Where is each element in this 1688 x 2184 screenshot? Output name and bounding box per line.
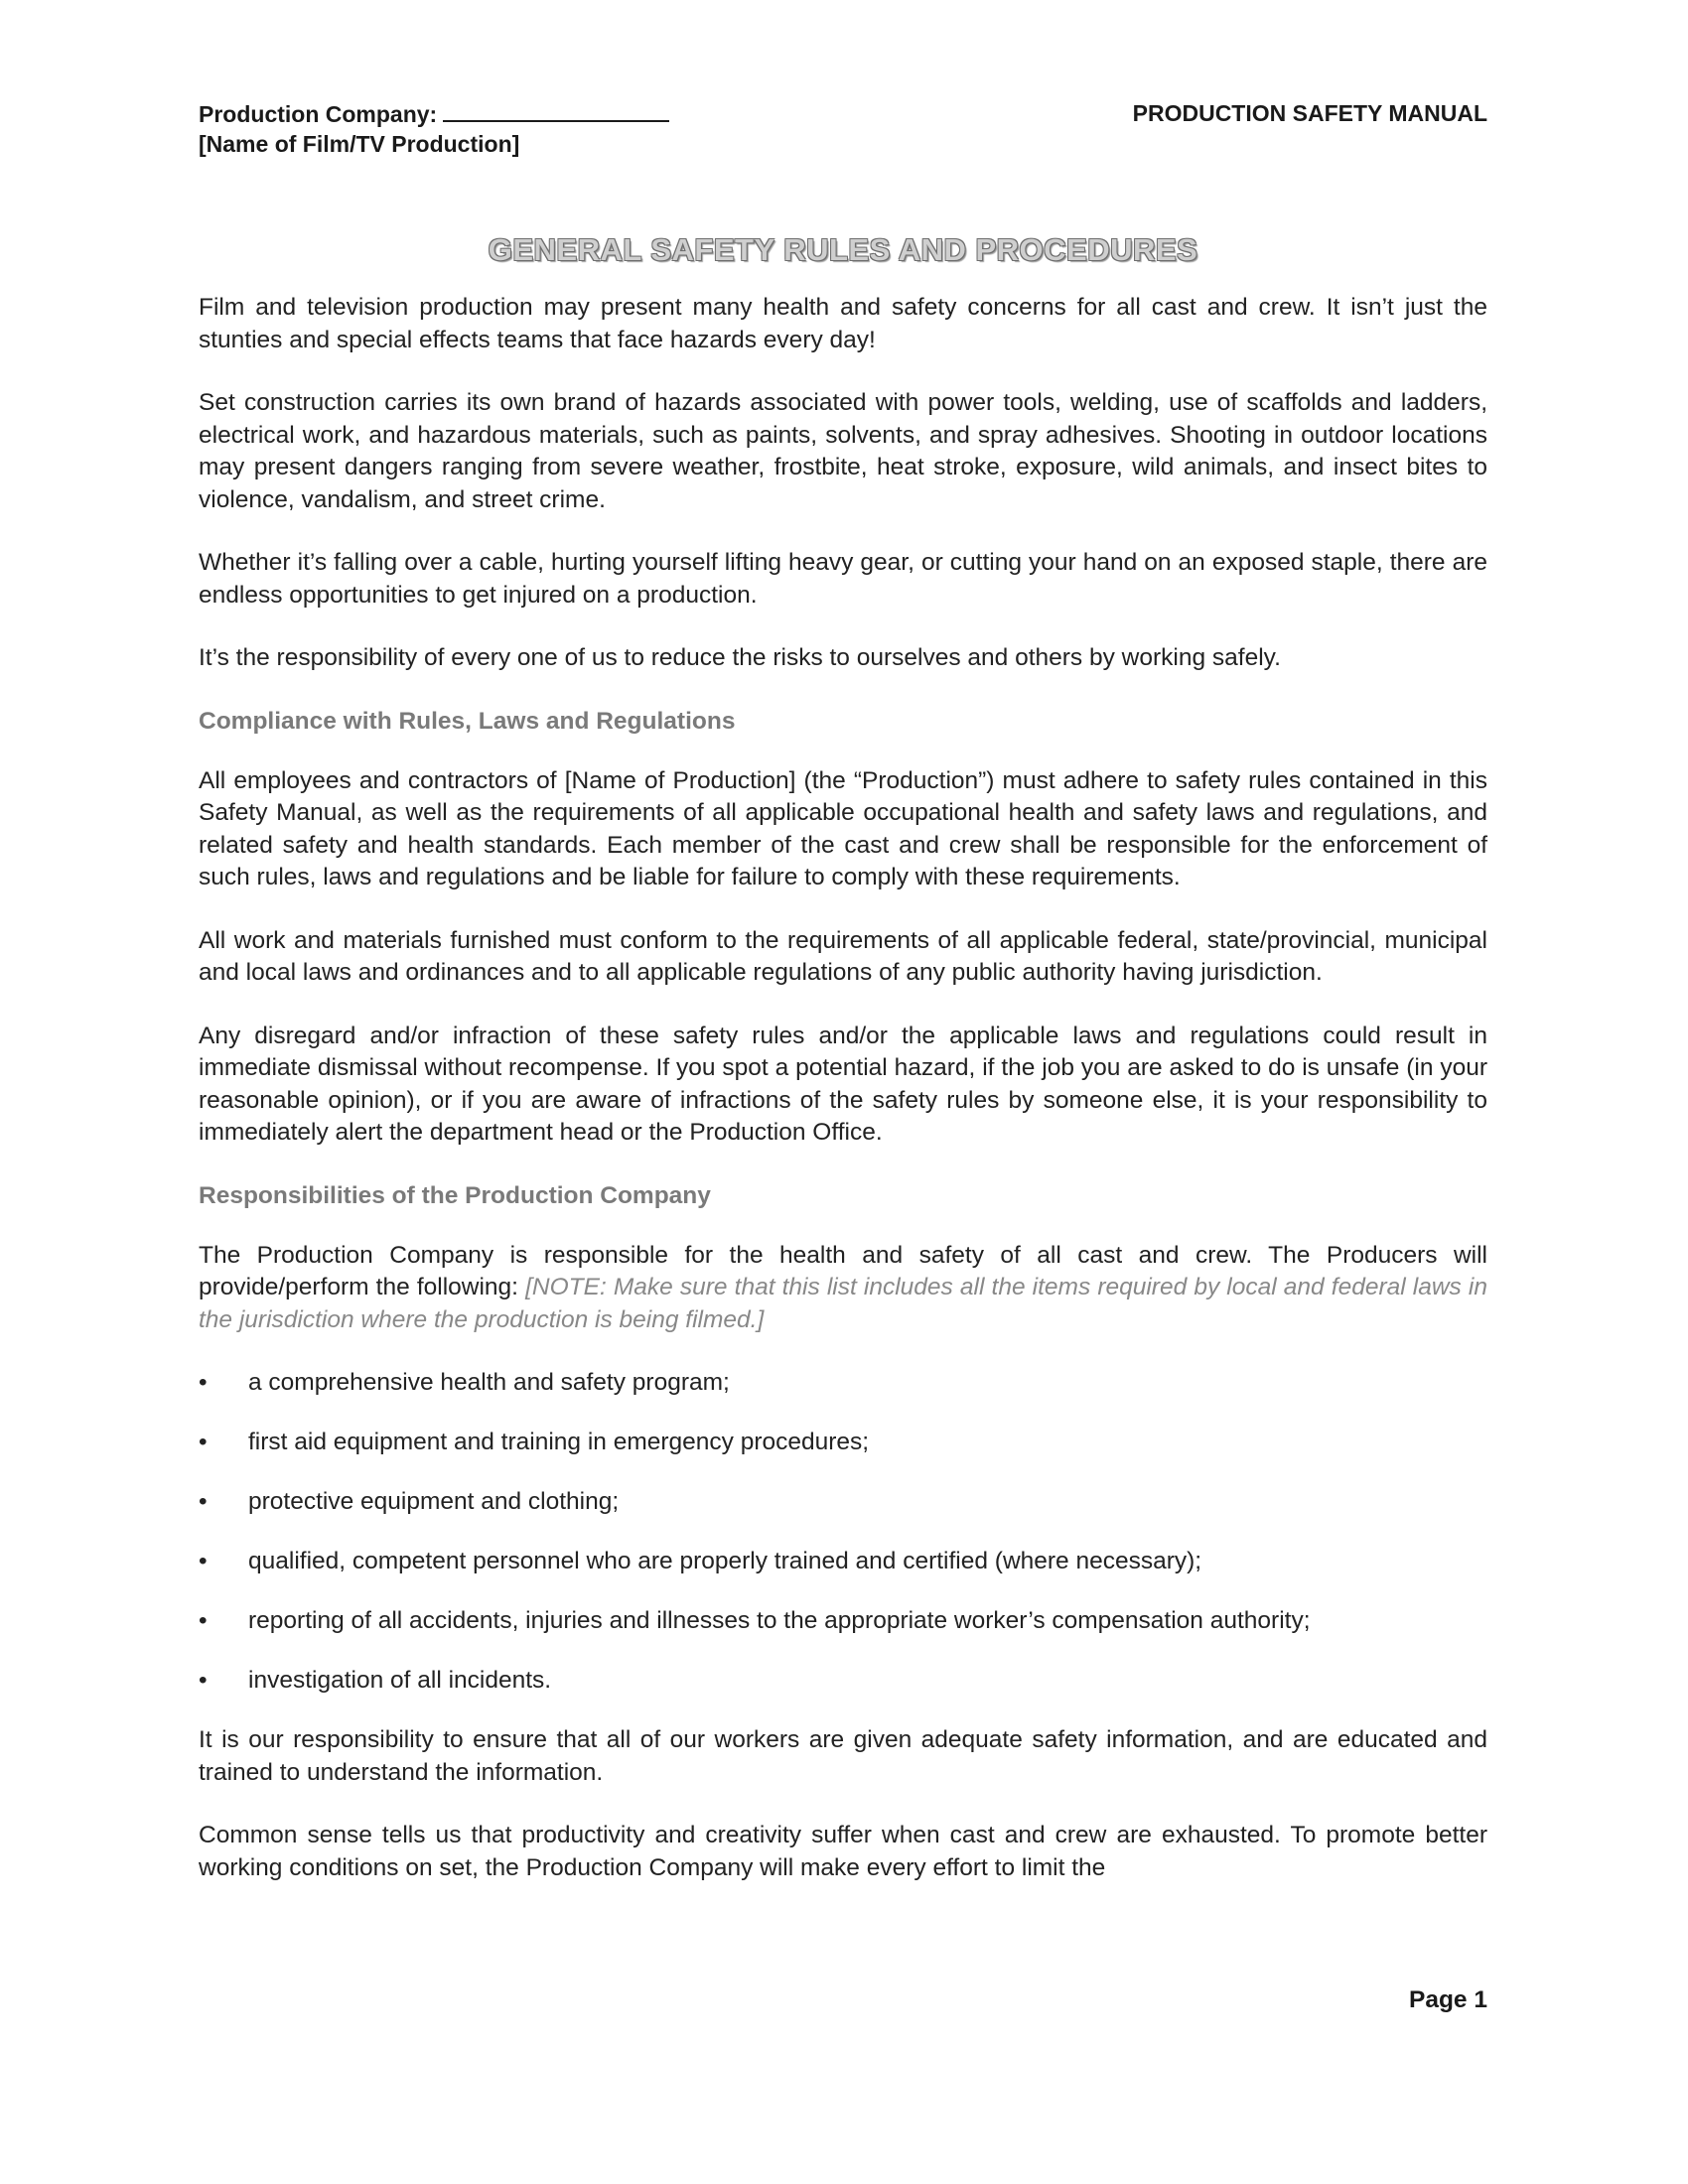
list-item	[199, 1427, 1487, 1458]
compliance-paragraph: All work and materials furnished must conform to the requirements of all applicable federal, state/provincial, municipal and local laws and ordinances and to all applicable regulations of any public authority having jurisdiction.	[199, 926, 1487, 986]
compliance-paragraph: Any disregard and/or infraction of these safety rules and/or the applicable laws and regulations could result in immediate dismissal without recompense. If you spot a potential hazard, if the job you are asked to do is unsafe (in your reasonable opinion), or if you are aware of infractions of the safety rules by someone else, it is your responsibility to immediately alert the department head or the Production Office.	[199, 1022, 1487, 1146]
production-company-label: Production Company:	[199, 101, 438, 127]
list-item-text: protective equipment and clothing;	[248, 1488, 620, 1515]
responsibilities-intro-text: The Production Company is responsible for the health and safety of all cast and crew. The Producers will provide/perform the following:	[199, 1241, 1487, 1300]
document-body	[199, 230, 1487, 1915]
compliance-paragraph: All employees and contractors of [Name of Production] (the “Production”) must adhere to safety rules contained in this Safety Manual, as well as the requirements of all applicable occupational health and safety laws and regulations, and related safety and health standards. Each member of the cast and crew shall be responsible for the enforcement of such rules, laws and regulations and be liable for failure to comply with these requirements.	[199, 766, 1487, 890]
list-item-text: a comprehensive health and safety program;	[248, 1369, 730, 1396]
list-item-text: reporting of all accidents, injuries and illnesses to the appropriate worker’s compensation authority;	[248, 1607, 1311, 1634]
header-left	[199, 98, 669, 159]
list-item	[199, 1546, 1487, 1577]
production-company-blank	[443, 98, 669, 122]
list-item	[199, 1665, 1487, 1697]
bullet-icon: •	[199, 1607, 208, 1634]
intro-paragraph: Set construction carries its own brand of hazards associated with power tools, welding, use of scaffolds and ladders, electrical work, and hazardous materials, such as paints, solvents, and spray adhesives. Shooting in outdoor locations may present dangers ranging from severe weather, frostbite, heat stroke, exposure, wild animals, and insect bites to violence, vandalism, and street crime.	[199, 389, 1487, 513]
responsibilities-closing-paragraph: Common sense tells us that productivity and creativity suffer when cast and crew are exhausted. To promote better working conditions on set, the Production Company will make every effort to limit the	[199, 1822, 1487, 1881]
list-item	[199, 1605, 1487, 1637]
responsibilities-intro	[199, 1240, 1487, 1337]
page-title: GENERAL SAFETY RULES AND PROCEDURES	[488, 232, 1198, 267]
bullet-icon: •	[199, 1667, 208, 1694]
list-item-text: qualified, competent personnel who are properly trained and certified (where necessary);	[248, 1548, 1202, 1574]
bullet-icon: •	[199, 1548, 208, 1574]
responsibilities-list	[199, 1367, 1487, 1697]
bullet-icon: •	[199, 1488, 208, 1515]
section-heading-compliance: Compliance with Rules, Laws and Regulations	[199, 707, 736, 735]
production-name: [Name of Film/TV Production]	[199, 131, 520, 157]
intro-paragraph: It’s the responsibility of every one of us to reduce the risks to ourselves and others by working safely.	[199, 644, 1281, 671]
responsibilities-closing-paragraph: It is our responsibility to ensure that all of our workers are given adequate safety information, and are educated and trained to understand the information.	[199, 1726, 1487, 1786]
bullet-icon: •	[199, 1369, 208, 1396]
list-item-text: investigation of all incidents.	[248, 1667, 552, 1694]
list-item	[199, 1486, 1487, 1518]
responsibilities-note: [NOTE: Make sure that this list includes all the items required by local and federal laws in the jurisdiction where the production is being filmed.]	[199, 1274, 1487, 1333]
manual-title: PRODUCTION SAFETY MANUAL	[1132, 100, 1487, 126]
intro-paragraph: Film and television production may present many health and safety concerns for all cast and crew. It isn’t just the stunties and special effects teams that face hazards every day!	[199, 294, 1487, 353]
intro-paragraph: Whether it’s falling over a cable, hurting yourself lifting heavy gear, or cutting your hand on an exposed staple, there are endless opportunities to get injured on a production.	[199, 549, 1487, 609]
list-item-text: first aid equipment and training in emergency procedures;	[248, 1429, 870, 1455]
list-item	[199, 1367, 1487, 1399]
section-heading-responsibilities: Responsibilities of the Production Company	[199, 1181, 711, 1209]
page-number: Page 1	[1409, 1986, 1487, 2013]
bullet-icon: •	[199, 1429, 208, 1455]
production-company-line	[199, 98, 669, 129]
